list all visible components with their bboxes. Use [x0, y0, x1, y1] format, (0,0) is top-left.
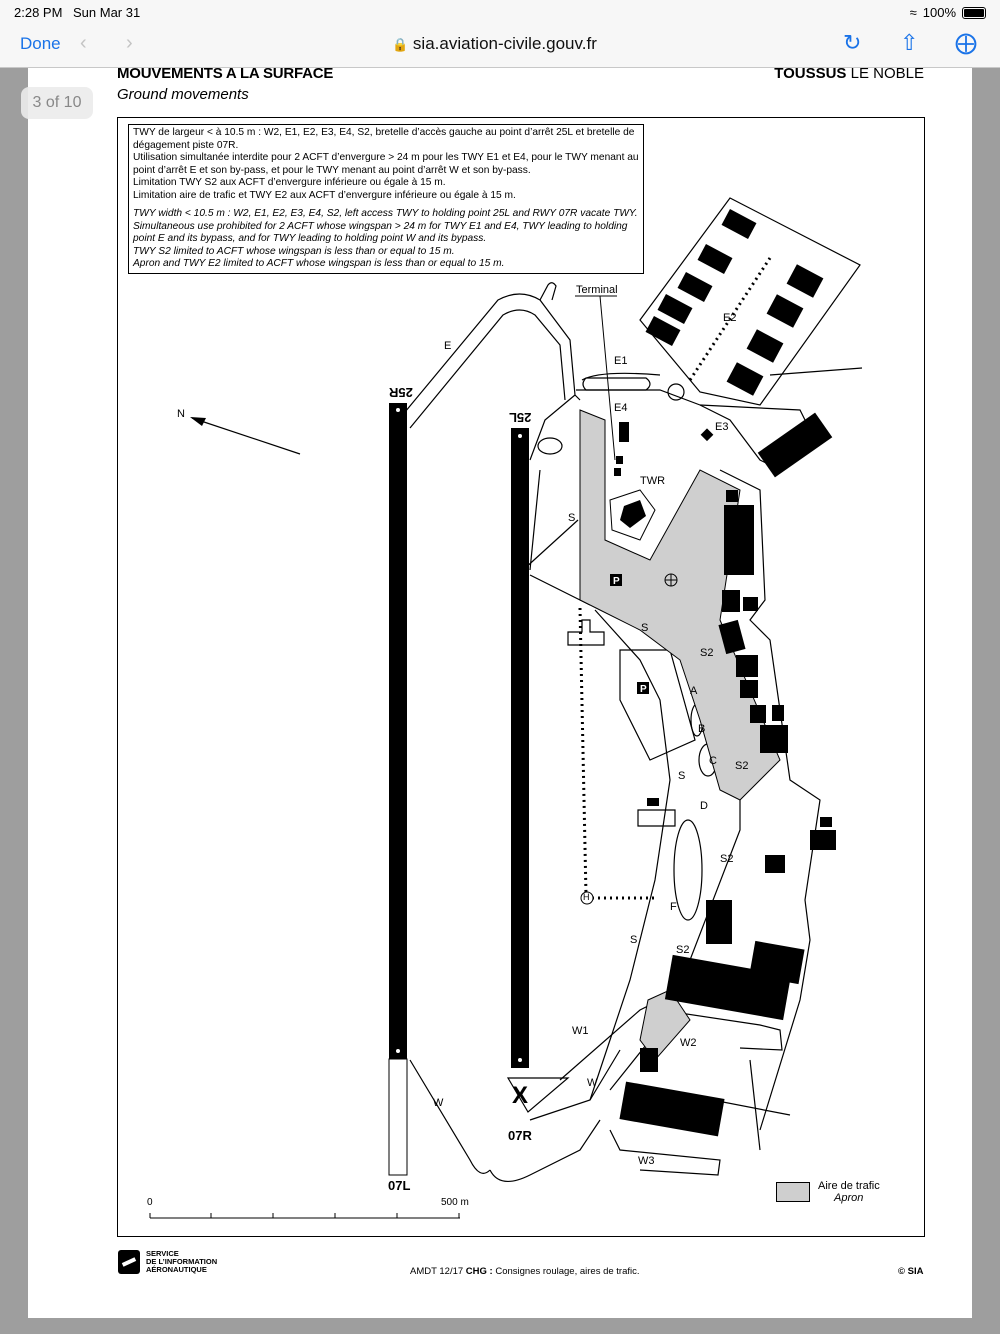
forward-arrow-icon[interactable]: ›	[126, 32, 133, 54]
w3-road-2	[750, 1060, 760, 1150]
building	[810, 830, 836, 850]
runway-07l-marker	[396, 1049, 400, 1053]
label-twy-e4: E4	[614, 402, 628, 414]
scale-max: 500 m	[441, 1197, 469, 1208]
taxiway-e-holding	[540, 283, 556, 300]
notes-box	[128, 124, 644, 274]
label-twy-w2: W2	[680, 1037, 697, 1049]
url-text: sia.aviation-civile.gouv.fr	[412, 34, 597, 53]
label-twy-s-2: S	[641, 622, 649, 634]
label-helipad: H	[583, 892, 590, 902]
taxiway-e-inner	[410, 310, 565, 428]
building-hangar-w3	[619, 1082, 724, 1137]
e1-lane	[582, 373, 660, 380]
building	[616, 456, 623, 464]
parking-symbol: P	[613, 576, 620, 587]
label-twy-e3: E3	[715, 421, 729, 433]
building	[747, 329, 784, 363]
building	[619, 422, 629, 442]
building	[698, 244, 733, 274]
label-rwy-07r: 07R	[508, 1128, 532, 1143]
taxiway-s-link	[530, 395, 575, 460]
taxiway-s-west	[530, 470, 540, 570]
legend-label-en: Apron	[834, 1192, 864, 1204]
legend-label-fr: Aire de trafic	[818, 1180, 880, 1192]
note-fr-2: Utilisation simultanée interdite pour 2 ACFT d’envergure > 24 m pour les TWY E1 et E4, pour le TWY menant au point d’arrêt E et son by-pass, et pour le TWY menant au point d’arrêt W et son by-pass.	[133, 152, 639, 176]
building	[727, 362, 764, 396]
parking-symbol-2: P	[640, 684, 647, 695]
lock-icon: 🔒	[392, 37, 409, 52]
label-twy-e1: E1	[614, 355, 628, 367]
north-arrow-line	[192, 418, 300, 454]
copyright: © SIA	[898, 1266, 924, 1277]
runway-25r-07l	[389, 403, 407, 1059]
taxiway-w	[530, 1050, 620, 1120]
building	[722, 590, 740, 612]
label-twy-s2-b: S2	[735, 760, 749, 772]
status-time: 2:28 PM	[14, 5, 63, 20]
roundabout	[668, 384, 684, 400]
scale-zero: 0	[147, 1197, 153, 1208]
done-button[interactable]: Done	[20, 34, 61, 53]
e1-island	[583, 378, 650, 390]
label-twy-w: W	[587, 1077, 598, 1089]
note-fr-4: Limitation aire de trafic et TWY E2 aux ACFT d’envergure inférieure ou égale à 15 m.	[133, 189, 516, 201]
building	[646, 316, 681, 346]
taxiway-w-south	[490, 1120, 600, 1181]
building	[640, 1048, 658, 1072]
label-twy-s2-c: S2	[720, 853, 734, 865]
building	[767, 294, 804, 328]
island-s	[538, 438, 562, 454]
building	[706, 900, 732, 944]
label-closed-x: X	[512, 1082, 529, 1109]
sia-logo	[118, 1250, 226, 1274]
w3-apron	[610, 1130, 720, 1175]
back-arrow-icon[interactable]: ‹	[80, 32, 87, 54]
label-twy-s-4: S	[630, 934, 638, 946]
island-d	[674, 820, 702, 920]
sia-logo-text: SERVICE DE L’INFORMATION AÉRONAUTIQUE	[146, 1249, 218, 1274]
building	[658, 294, 693, 324]
building	[701, 428, 714, 441]
runway-25l-07r	[511, 428, 529, 1068]
aerodrome-name: TOUSSUS LE NOBLE	[774, 65, 924, 82]
label-twy-w-2: W	[433, 1097, 444, 1109]
wifi-icon: ≈	[909, 5, 917, 20]
label-twy-s: S	[568, 512, 576, 524]
note-en-2: Simultaneous use prohibited for 2 ACFT whose wingspan > 24 m for TWY E1 and E4, TWY leading to holding point E and its bypass, and for TWY leading to holding point W and its bypass.	[133, 220, 628, 244]
terminal-road	[576, 390, 780, 470]
helicopter-route	[580, 608, 656, 898]
page-indicator: 3 of 10	[21, 87, 93, 119]
label-rwy-07l: 07L	[388, 1178, 411, 1193]
building-large	[724, 505, 754, 575]
north-arrow-icon	[190, 417, 206, 426]
taxiway-e-outline	[405, 294, 580, 412]
building	[647, 798, 659, 806]
scale-bar	[150, 1213, 460, 1218]
building	[740, 680, 758, 698]
chart-title-en: Ground movements	[117, 86, 249, 103]
building	[678, 272, 713, 302]
label-terminal: Terminal	[576, 284, 618, 296]
building	[820, 817, 832, 827]
building	[787, 264, 824, 298]
note-fr-1: TWY de largeur < à 10.5 m : W2, E1, E2, E3, E4, S2, bretelle d’accès gauche au point d’arrêt 25L et bretelle de dégagement piste 07R.	[133, 127, 635, 151]
note-en-4: Apron and TWY E2 limited to ACFT whose wingspan is less than or equal to 15 m.	[133, 258, 505, 269]
label-twy-c: C	[709, 755, 717, 767]
label-twy-e: E	[444, 340, 452, 352]
building	[736, 655, 758, 677]
building	[722, 209, 757, 239]
label-twy-f: F	[670, 901, 677, 913]
amendment-note: AMDT 12/17 CHG : Consignes roulage, aires de trafic.	[410, 1266, 640, 1277]
label-rwy-25l: 25L	[509, 410, 532, 425]
building	[750, 705, 766, 723]
runway-25l-marker	[518, 434, 522, 438]
building	[772, 705, 784, 721]
holding-area-d	[638, 810, 675, 826]
battery-percent: 100%	[922, 5, 956, 20]
label-twy-d: D	[700, 800, 708, 812]
runway-07r-marker	[518, 1058, 522, 1062]
label-twr: TWR	[640, 475, 666, 487]
label-twy-s2-d: S2	[676, 944, 690, 956]
runway-25r-marker	[396, 408, 400, 412]
label-rwy-25r: 25R	[389, 385, 413, 400]
label-twy-s2: S2	[700, 647, 714, 659]
share-icon[interactable]: ⇧	[900, 30, 919, 55]
building	[726, 490, 738, 502]
building	[765, 855, 785, 873]
building-e3-hangar	[758, 413, 833, 478]
label-twy-b: B	[698, 723, 706, 735]
note-en-3: TWY S2 limited to ACFT whose wingspan is less than or equal to 15 m.	[133, 245, 455, 257]
label-twy-e2: E2	[723, 312, 737, 324]
chart-title-fr: MOUVEMENTS A LA SURFACE	[117, 65, 334, 82]
holding-area-s	[568, 620, 604, 645]
status-date: Sun Mar 31	[73, 5, 141, 20]
note-fr-3: Limitation TWY S2 aux ACFT d’envergure inférieure ou égale à 15 m.	[133, 177, 446, 188]
building	[760, 725, 788, 753]
note-en-1: TWY width < 10.5 m : W2, E1, E2, E3, E4, S2, left access TWY to holding point 25L and RWY 07R vacate TWY.	[133, 208, 638, 219]
legend-apron-swatch	[776, 1182, 810, 1202]
building	[614, 468, 621, 476]
building	[743, 597, 758, 611]
reload-icon[interactable]: ↻	[843, 30, 862, 55]
sia-logo-icon	[118, 1250, 140, 1274]
label-twy-w3: W3	[638, 1155, 655, 1167]
legend-text	[818, 1180, 880, 1204]
label-north: N	[177, 408, 185, 420]
label-twy-w1: W1	[572, 1025, 589, 1037]
runway-07l-extension	[389, 1059, 407, 1175]
compass-icon[interactable]: ⨁	[955, 30, 977, 55]
label-twy-s-3: S	[678, 770, 686, 782]
label-twy-a: A	[690, 685, 698, 697]
taxiway-w-west	[410, 1060, 490, 1173]
